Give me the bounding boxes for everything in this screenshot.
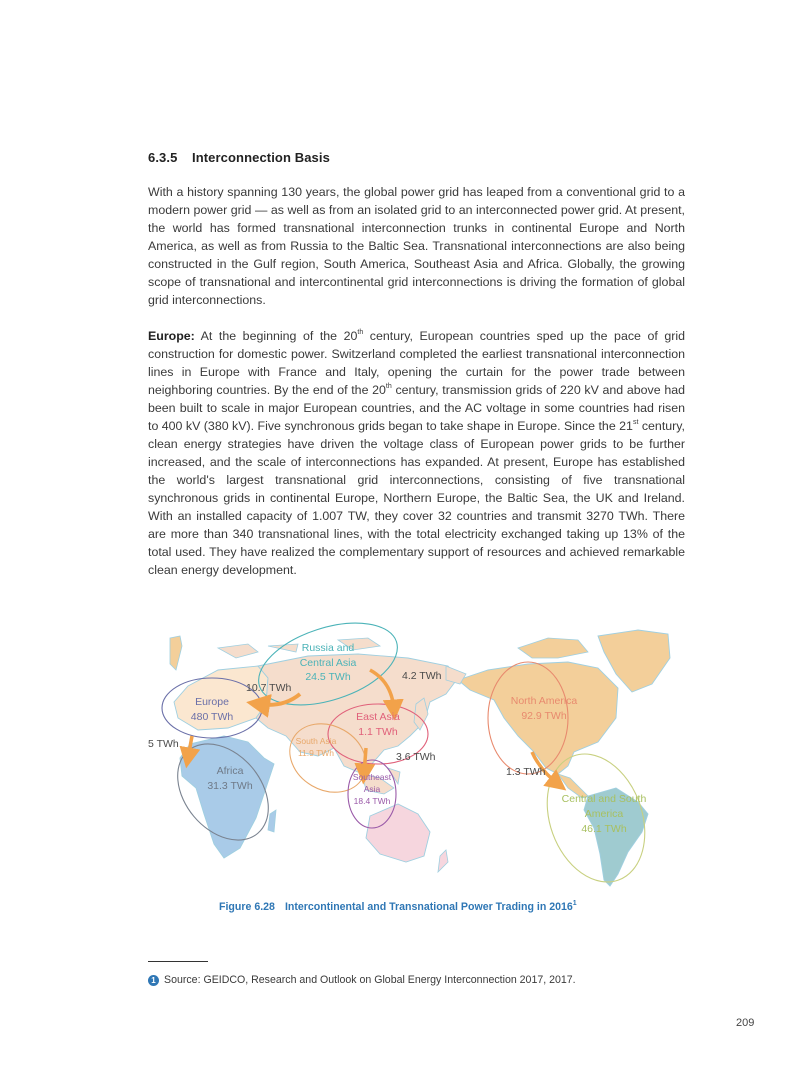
- landmass-greenland-west: [170, 636, 182, 670]
- region-value-southeast-asia: 18.4 TWh: [353, 796, 391, 806]
- section-number: 6.3.5: [148, 150, 178, 165]
- ordinal-sup: th: [357, 329, 364, 336]
- region-value-csa: 46.1 TWh: [581, 823, 627, 835]
- landmass-africa: [180, 736, 274, 858]
- region-label-russia: Russia and: [301, 642, 355, 654]
- landmass-arctic-canada: [518, 638, 588, 658]
- flow-arrow-eastasia-seasia: [364, 748, 366, 774]
- figure-number: Figure 6.28: [219, 901, 275, 913]
- region-value-north-america: 92.9 TWh: [521, 710, 567, 722]
- region-value-africa: 31.3 TWh: [207, 780, 253, 792]
- power-trading-map: [148, 618, 688, 894]
- europe-text-4: century, clean energy strategies have driven the voltage class of European power grids to be further increased, and the scale of interconnections has expanded. At present, Europe has established the world's largest transnational grid interconnections, consisting of five transnational synchronous grids in continental Europe, Northern Europe, the Baltic Sea, the UK and Ireland. With an installed capacity of 1.007 TW, they cover 32 countries and transmit 3270 TWh. There are more than 340 transnational lines, with the total electricity exchanged taking up 13% of the total used. They have realized the complementary support of resources and achieved remarkable clean energy development.: [148, 419, 685, 577]
- footnote-ref[interactable]: 1: [572, 900, 577, 907]
- region-label-csa: Central and South: [561, 793, 647, 805]
- figure-title: Intercontinental and Transnational Power Trading in 2016: [284, 901, 573, 913]
- landmass-madagascar: [268, 810, 276, 832]
- flow-label-russia-europe: 10.7 TWh: [246, 682, 292, 694]
- region-label-africa: Africa: [216, 765, 244, 777]
- region-value-south-asia: 11.9 TWh: [297, 748, 335, 758]
- region-value-russia: 24.5 TWh: [305, 671, 351, 683]
- region-label-europe: Europe: [195, 696, 229, 708]
- region-label-russia-2: Central Asia: [299, 657, 357, 669]
- page-number: 209: [736, 1017, 755, 1029]
- section-heading: [148, 150, 330, 165]
- europe-lead: Europe:: [148, 329, 195, 343]
- region-label-southeast-asia: Southeast: [352, 772, 392, 782]
- ordinal-sup: st: [632, 419, 639, 426]
- footnote: [148, 974, 576, 986]
- region-label-east-asia: East Asia: [356, 711, 400, 723]
- europe-text-2: century, European countries sped up the pace of grid construction for domestic power. Switzerland completed the earliest transnational interconnection lines in Europe with France and Italy, opening the curtain for the power trade between neighboring countries. By the end of the 20: [148, 329, 685, 397]
- landmass-australia: [366, 804, 430, 862]
- flow-label-russia-eastasia: 4.2 TWh: [402, 670, 442, 682]
- intro-paragraph: With a history spanning 130 years, the global power grid has leaped from a conventional grid to a modern power grid — as well as from an isolated grid to an interconnected power grid. At present, the world has formed transnational interconnection trunks in continental Europe and North America, as well as from Russia to the Baltic Sea. Transnational interconnections are also being constructed in the Gulf region, South America, Southeast Asia and Africa. Globally, the growing scope of transnational and intercontinental grid interconnections is driving the formation of global grid interconnections.: [148, 185, 685, 307]
- ordinal-sup: th: [385, 383, 392, 390]
- footnote-divider: [148, 961, 208, 962]
- landmass-new-zealand: [438, 850, 448, 872]
- region-label-north-america: North America: [510, 695, 578, 707]
- footnote-number-icon: 1: [148, 975, 159, 986]
- europe-text-3: century, transmission grids of 220 kV and above had been built to scale in major European countries, and the AC voltage in some countries had risen to 400 kV (380 kV). Five synchronous grids began to take shape in Europe. Since the 21: [148, 383, 685, 433]
- europe-paragraph: [148, 327, 685, 579]
- flow-label-europe-africa: 5 TWh: [148, 738, 179, 750]
- flow-label-eastasia-seasia: 3.6 TWh: [396, 751, 436, 763]
- region-value-east-asia: 1.1 TWh: [358, 726, 398, 738]
- region-label-csa-2: America: [584, 808, 624, 820]
- region-label-southeast-asia-2: Asia: [363, 784, 381, 794]
- europe-text-1: At the beginning of the 20: [194, 329, 358, 343]
- footnote-text: Source: GEIDCO, Research and Outlook on Global Energy Interconnection 2017, 2017.: [164, 974, 576, 986]
- flow-label-na-sa: 1.3 TWh: [506, 766, 546, 778]
- region-value-europe: 480 TWh: [190, 711, 234, 723]
- figure-caption: [219, 900, 577, 913]
- region-label-south-asia: South Asia: [295, 736, 337, 746]
- section-title: Interconnection Basis: [192, 150, 330, 165]
- world-map-svg: [148, 618, 688, 894]
